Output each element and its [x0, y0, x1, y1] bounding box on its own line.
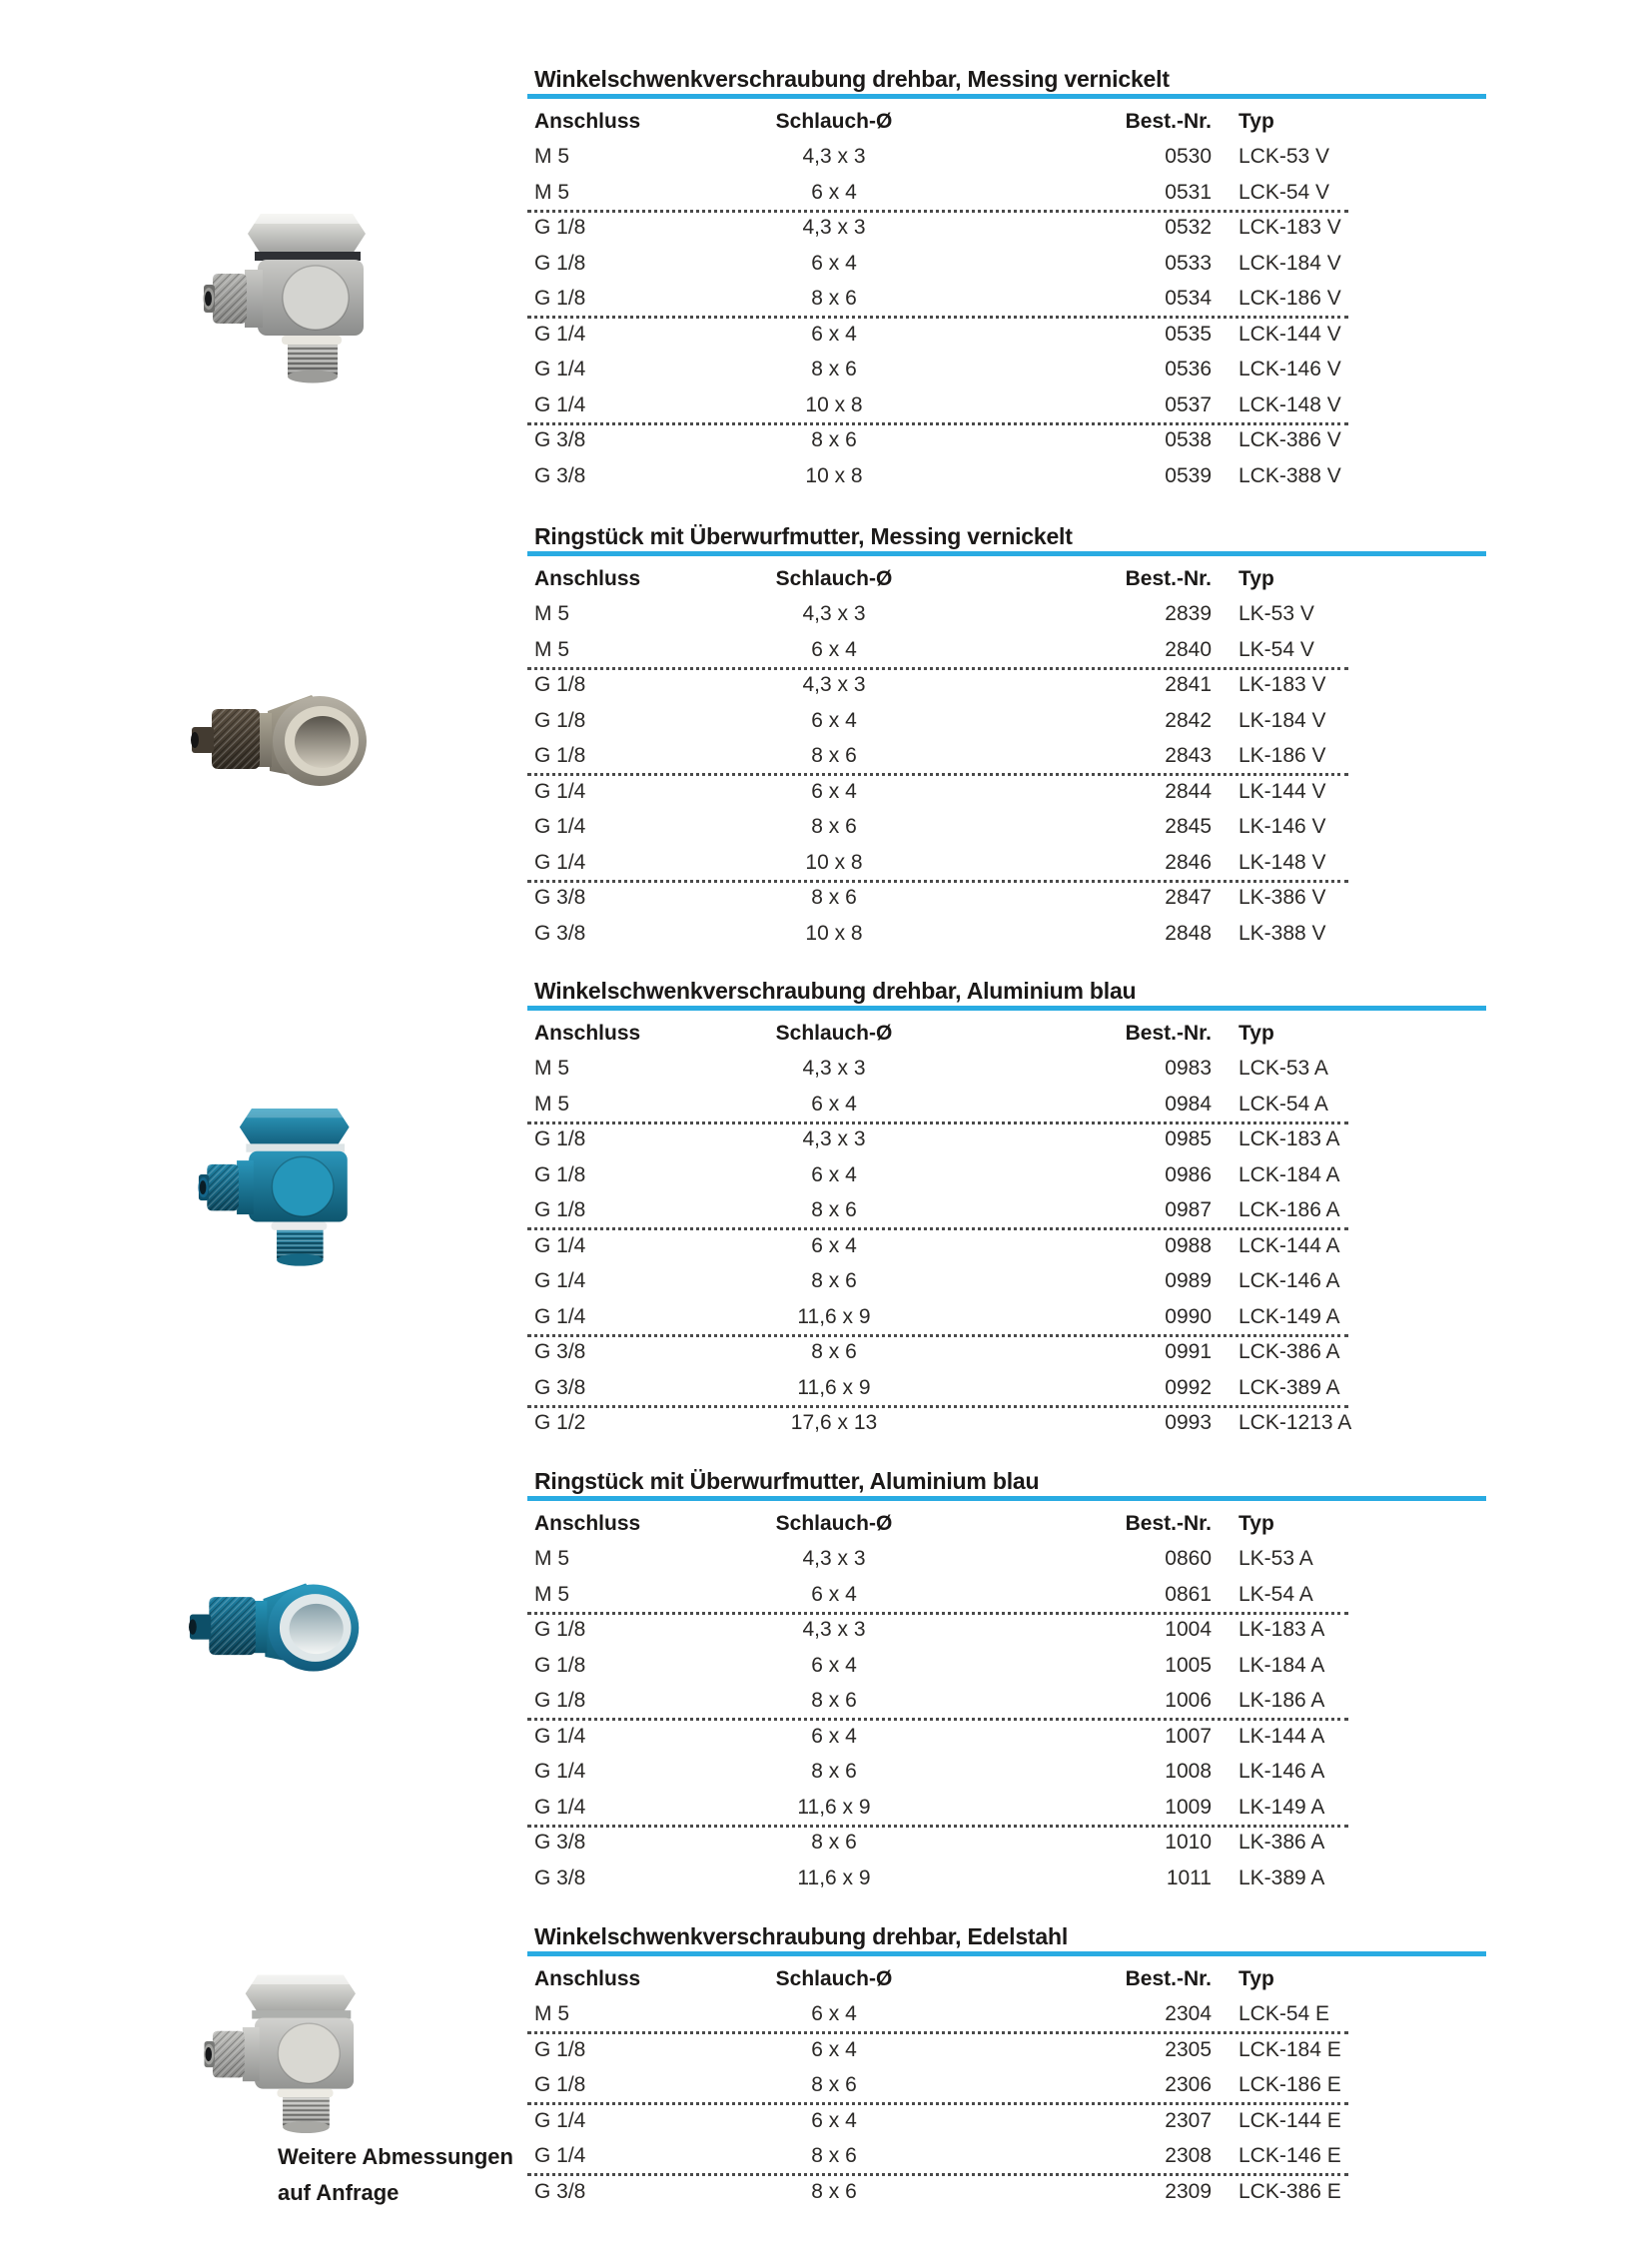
table-body [527, 1542, 1486, 1896]
table-row [527, 845, 1486, 881]
cell-typ: LK-183 V [1239, 673, 1326, 697]
table-row [527, 881, 1486, 917]
cell-schlauch: 4,3 x 3 [802, 602, 866, 626]
cell-bestnr: 1008 [1165, 1760, 1212, 1784]
header-typ: Typ [1239, 566, 1274, 590]
cell-schlauch: 8 x 6 [811, 1760, 857, 1784]
table-row [527, 423, 1486, 459]
header-bestnr: Best.-Nr. [1125, 1511, 1212, 1535]
table-section-alu-winkel [527, 976, 1486, 1441]
cell-bestnr: 2309 [1165, 2179, 1212, 2203]
cell-typ: LCK-386 E [1239, 2179, 1341, 2203]
table-body [527, 1052, 1486, 1442]
cell-typ: LCK-149 A [1239, 1304, 1340, 1328]
cell-anschluss: G 3/8 [534, 886, 586, 910]
table-section-alu-ring [527, 1466, 1486, 1896]
table-row [527, 1228, 1486, 1264]
cell-bestnr: 2308 [1165, 2144, 1212, 2168]
cell-bestnr: 1009 [1165, 1795, 1212, 1819]
header-typ: Typ [1239, 109, 1274, 133]
cell-bestnr: 0991 [1165, 1340, 1212, 1364]
cell-anschluss: G 1/4 [534, 1304, 586, 1328]
cell-bestnr: 0987 [1165, 1198, 1212, 1222]
table-row [527, 1542, 1486, 1578]
cell-schlauch: 6 x 4 [811, 1653, 857, 1677]
cell-anschluss: G 3/8 [534, 921, 586, 945]
cell-schlauch: 6 x 4 [811, 1724, 857, 1748]
cell-schlauch: 8 x 6 [811, 2179, 857, 2203]
table-row [527, 2032, 1486, 2068]
cell-anschluss: M 5 [534, 145, 570, 169]
cell-schlauch: 6 x 4 [811, 322, 857, 346]
header-schlauch: Schlauch-Ø [775, 1511, 893, 1535]
cell-anschluss: G 3/8 [534, 1831, 586, 1855]
cell-anschluss: G 1/4 [534, 1724, 586, 1748]
header-anschluss: Anschluss [534, 1511, 641, 1535]
header-schlauch: Schlauch-Ø [775, 1966, 893, 1990]
table-section-messing-ring [527, 521, 1486, 952]
header-anschluss: Anschluss [534, 1021, 641, 1045]
table-row [527, 2174, 1486, 2210]
cell-typ: LCK-186 E [1239, 2073, 1341, 2097]
cell-typ: LK-54 A [1239, 1582, 1313, 1606]
table-body [527, 597, 1486, 952]
cell-bestnr: 0988 [1165, 1233, 1212, 1257]
header-schlauch: Schlauch-Ø [775, 1021, 893, 1045]
table-row [527, 1755, 1486, 1791]
cell-schlauch: 6 x 4 [811, 637, 857, 661]
table-row [527, 1719, 1486, 1755]
cell-bestnr: 0535 [1165, 322, 1212, 346]
accent-rule [527, 1496, 1486, 1501]
cell-typ: LCK-389 A [1239, 1375, 1340, 1399]
cell-schlauch: 17,6 x 13 [790, 1411, 878, 1435]
product-photo-angle-fitting-blue [198, 1103, 358, 1274]
cell-schlauch: 10 x 8 [805, 921, 863, 945]
cell-bestnr: 0984 [1165, 1092, 1212, 1116]
header-bestnr: Best.-Nr. [1125, 566, 1212, 590]
cell-schlauch: 8 x 6 [811, 358, 857, 381]
cell-schlauch: 6 x 4 [811, 2037, 857, 2061]
table-body [527, 1997, 1486, 2210]
cell-bestnr: 2304 [1165, 2002, 1212, 2026]
table-section-messing-winkel [527, 64, 1486, 494]
cell-bestnr: 1006 [1165, 1689, 1212, 1713]
table-row [527, 1122, 1486, 1158]
table-row [527, 387, 1486, 423]
table-row [527, 739, 1486, 775]
header-schlauch: Schlauch-Ø [775, 109, 893, 133]
cell-schlauch: 4,3 x 3 [802, 216, 866, 240]
cell-bestnr: 0861 [1165, 1582, 1212, 1606]
table-row [527, 175, 1486, 211]
table-row [527, 1406, 1486, 1442]
header-typ: Typ [1239, 1966, 1274, 1990]
table-header-row [527, 1961, 1486, 1997]
table-row [527, 774, 1486, 810]
cell-bestnr: 1010 [1165, 1831, 1212, 1855]
cell-anschluss: M 5 [534, 1582, 570, 1606]
cell-bestnr: 2841 [1165, 673, 1212, 697]
cell-typ: LK-184 A [1239, 1653, 1325, 1677]
cell-schlauch: 10 x 8 [805, 392, 863, 416]
cell-bestnr: 1005 [1165, 1653, 1212, 1677]
table-title: Winkelschwenkverschraubung drehbar, Aluminium blau [534, 978, 1137, 1004]
table-header-row [527, 104, 1486, 140]
cell-schlauch: 10 x 8 [805, 850, 863, 874]
cell-schlauch: 6 x 4 [811, 1162, 857, 1186]
cell-bestnr: 0537 [1165, 392, 1212, 416]
table-row [527, 1157, 1486, 1193]
cell-bestnr: 0860 [1165, 1547, 1212, 1571]
cell-typ: LCK-183 A [1239, 1127, 1340, 1151]
cell-typ: LCK-53 A [1239, 1057, 1328, 1081]
ring-piece-nickel-illustration [190, 681, 376, 803]
cell-anschluss: G 1/8 [534, 1162, 586, 1186]
table-row [527, 1613, 1486, 1649]
product-photo-ring-piece-nickel [190, 681, 376, 803]
cell-schlauch: 8 x 6 [811, 886, 857, 910]
cell-schlauch: 8 x 6 [811, 1831, 857, 1855]
footnote-line2: auf Anfrage [278, 2180, 400, 2205]
header-anschluss: Anschluss [534, 566, 641, 590]
cell-bestnr: 0983 [1165, 1057, 1212, 1081]
table-row [527, 317, 1486, 353]
cell-schlauch: 4,3 x 3 [802, 673, 866, 697]
cell-typ: LCK-386 A [1239, 1340, 1340, 1364]
cell-bestnr: 0530 [1165, 145, 1212, 169]
table-row [527, 458, 1486, 494]
table-title: Ringstück mit Überwurfmutter, Aluminium blau [534, 1468, 1040, 1494]
cell-typ: LCK-386 V [1239, 428, 1341, 452]
table-row [527, 1684, 1486, 1720]
table-row [527, 703, 1486, 739]
cell-anschluss: M 5 [534, 1092, 570, 1116]
cell-anschluss: G 1/4 [534, 358, 586, 381]
cell-bestnr: 2305 [1165, 2037, 1212, 2061]
header-bestnr: Best.-Nr. [1125, 1021, 1212, 1045]
cell-anschluss: G 1/8 [534, 216, 586, 240]
cell-typ: LCK-146 A [1239, 1269, 1340, 1293]
cell-anschluss: G 1/4 [534, 1795, 586, 1819]
cell-schlauch: 11,6 x 9 [797, 1304, 871, 1328]
cell-typ: LCK-144 E [1239, 2108, 1341, 2132]
cell-schlauch: 6 x 4 [811, 180, 857, 204]
cell-bestnr: 0986 [1165, 1162, 1212, 1186]
cell-bestnr: 0532 [1165, 216, 1212, 240]
cell-bestnr: 0992 [1165, 1375, 1212, 1399]
table-row [527, 1997, 1486, 2033]
cell-bestnr: 0538 [1165, 428, 1212, 452]
cell-bestnr: 2846 [1165, 850, 1212, 874]
angle-fitting-nickel-illustration [203, 208, 375, 391]
cell-typ: LK-53 A [1239, 1547, 1313, 1571]
cell-schlauch: 6 x 4 [811, 251, 857, 275]
cell-bestnr: 0985 [1165, 1127, 1212, 1151]
cell-anschluss: G 1/2 [534, 1411, 586, 1435]
cell-bestnr: 0531 [1165, 180, 1212, 204]
table-row [527, 1193, 1486, 1229]
cell-typ: LK-53 V [1239, 602, 1314, 626]
cell-schlauch: 6 x 4 [811, 1233, 857, 1257]
cell-typ: LCK-54 V [1239, 180, 1330, 204]
cell-bestnr: 0990 [1165, 1304, 1212, 1328]
cell-anschluss: G 1/8 [534, 2073, 586, 2097]
cell-bestnr: 2844 [1165, 779, 1212, 803]
cell-anschluss: G 1/4 [534, 850, 586, 874]
cell-schlauch: 8 x 6 [811, 1269, 857, 1293]
cell-schlauch: 6 x 4 [811, 2002, 857, 2026]
cell-bestnr: 0993 [1165, 1411, 1212, 1435]
product-photo-angle-fitting-nickel [203, 208, 375, 391]
cell-schlauch: 8 x 6 [811, 428, 857, 452]
cell-schlauch: 8 x 6 [811, 287, 857, 311]
cell-typ: LK-183 A [1239, 1618, 1325, 1642]
table-title: Winkelschwenkverschraubung drehbar, Messing vernickelt [534, 66, 1170, 92]
cell-typ: LCK-184 E [1239, 2037, 1341, 2061]
cell-anschluss: M 5 [534, 1547, 570, 1571]
cell-typ: LK-186 V [1239, 744, 1326, 768]
table-row [527, 1790, 1486, 1826]
cell-bestnr: 2847 [1165, 886, 1212, 910]
cell-anschluss: G 3/8 [534, 2179, 586, 2203]
table-row [527, 1370, 1486, 1406]
table-row [527, 1299, 1486, 1335]
accent-rule [527, 94, 1486, 99]
table-row [527, 282, 1486, 318]
cell-typ: LCK-388 V [1239, 463, 1341, 487]
table-row [527, 668, 1486, 704]
cell-anschluss: G 1/4 [534, 815, 586, 839]
cell-typ: LCK-54 A [1239, 1092, 1328, 1116]
cell-bestnr: 2307 [1165, 2108, 1212, 2132]
cell-bestnr: 2843 [1165, 744, 1212, 768]
table-row [527, 1087, 1486, 1122]
cell-anschluss: G 3/8 [534, 1375, 586, 1399]
cell-anschluss: G 1/4 [534, 1760, 586, 1784]
cell-schlauch: 4,3 x 3 [802, 1618, 866, 1642]
table-row [527, 1052, 1486, 1088]
cell-anschluss: G 1/8 [534, 1653, 586, 1677]
cell-typ: LK-389 A [1239, 1866, 1325, 1889]
cell-anschluss: G 1/4 [534, 392, 586, 416]
cell-typ: LCK-53 V [1239, 145, 1330, 169]
cell-schlauch: 11,6 x 9 [797, 1866, 871, 1889]
cell-anschluss: G 1/8 [534, 744, 586, 768]
cell-bestnr: 2848 [1165, 921, 1212, 945]
table-row [527, 1826, 1486, 1862]
cell-typ: LK-386 V [1239, 886, 1326, 910]
cell-anschluss: M 5 [534, 637, 570, 661]
cell-bestnr: 1011 [1166, 1866, 1212, 1889]
cell-anschluss: G 3/8 [534, 1340, 586, 1364]
cell-schlauch: 4,3 x 3 [802, 145, 866, 169]
header-typ: Typ [1239, 1511, 1274, 1535]
cell-anschluss: G 1/4 [534, 322, 586, 346]
product-photo-ring-piece-blue [188, 1570, 368, 1688]
cell-anschluss: M 5 [534, 2002, 570, 2026]
cell-schlauch: 8 x 6 [811, 2144, 857, 2168]
header-bestnr: Best.-Nr. [1125, 109, 1212, 133]
cell-schlauch: 8 x 6 [811, 1198, 857, 1222]
table-row [527, 597, 1486, 633]
cell-anschluss: G 1/8 [534, 1127, 586, 1151]
cell-typ: LK-144 V [1239, 779, 1326, 803]
cell-bestnr: 2840 [1165, 637, 1212, 661]
cell-schlauch: 8 x 6 [811, 815, 857, 839]
header-anschluss: Anschluss [534, 1966, 641, 1990]
cell-bestnr: 0989 [1165, 1269, 1212, 1293]
table-header-row [527, 1016, 1486, 1052]
table-header-row [527, 1506, 1486, 1542]
cell-bestnr: 0534 [1165, 287, 1212, 311]
table-row [527, 2103, 1486, 2139]
table-body [527, 140, 1486, 494]
cell-anschluss: G 1/8 [534, 1198, 586, 1222]
cell-typ: LCK-184 V [1239, 251, 1341, 275]
cell-typ: LCK-148 V [1239, 392, 1341, 416]
cell-anschluss: G 1/8 [534, 287, 586, 311]
cell-typ: LK-186 A [1239, 1689, 1325, 1713]
cell-typ: LK-148 V [1239, 850, 1326, 874]
cell-anschluss: G 3/8 [534, 1866, 586, 1889]
cell-anschluss: G 3/8 [534, 428, 586, 452]
cell-typ: LCK-183 V [1239, 216, 1341, 240]
cell-anschluss: G 1/8 [534, 1689, 586, 1713]
table-row [527, 1861, 1486, 1896]
table-row [527, 1335, 1486, 1371]
cell-typ: LK-386 A [1239, 1831, 1325, 1855]
cell-bestnr: 1007 [1165, 1724, 1212, 1748]
cell-typ: LCK-144 A [1239, 1233, 1340, 1257]
table-row [527, 2139, 1486, 2175]
cell-anschluss: G 1/4 [534, 779, 586, 803]
cell-schlauch: 8 x 6 [811, 2073, 857, 2097]
cell-bestnr: 1004 [1165, 1618, 1212, 1642]
cell-typ: LK-146 V [1239, 815, 1326, 839]
cell-anschluss: G 1/8 [534, 673, 586, 697]
cell-typ: LCK-146 V [1239, 358, 1341, 381]
table-row [527, 140, 1486, 176]
header-anschluss: Anschluss [534, 109, 641, 133]
cell-typ: LCK-54 E [1239, 2002, 1330, 2026]
header-typ: Typ [1239, 1021, 1274, 1045]
cell-anschluss: G 1/8 [534, 708, 586, 732]
cell-typ: LCK-1213 A [1239, 1411, 1352, 1435]
cell-bestnr: 2839 [1165, 602, 1212, 626]
cell-anschluss: G 1/4 [534, 1269, 586, 1293]
accent-rule [527, 551, 1486, 556]
cell-schlauch: 8 x 6 [811, 1340, 857, 1364]
cell-bestnr: 2845 [1165, 815, 1212, 839]
cell-typ: LK-146 A [1239, 1760, 1325, 1784]
cell-bestnr: 2842 [1165, 708, 1212, 732]
cell-typ: LK-184 V [1239, 708, 1326, 732]
table-header-row [527, 561, 1486, 597]
cell-bestnr: 2306 [1165, 2073, 1212, 2097]
cell-schlauch: 11,6 x 9 [797, 1795, 871, 1819]
table-row [527, 1264, 1486, 1300]
table-row [527, 1577, 1486, 1613]
cell-schlauch: 6 x 4 [811, 779, 857, 803]
table-row [527, 353, 1486, 388]
cell-schlauch: 6 x 4 [811, 1582, 857, 1606]
cell-typ: LK-149 A [1239, 1795, 1325, 1819]
cell-schlauch: 6 x 4 [811, 1092, 857, 1116]
cell-typ: LK-388 V [1239, 921, 1326, 945]
cell-anschluss: M 5 [534, 180, 570, 204]
table-row [527, 916, 1486, 952]
cell-typ: LCK-144 V [1239, 322, 1341, 346]
cell-anschluss: G 3/8 [534, 463, 586, 487]
cell-bestnr: 0533 [1165, 251, 1212, 275]
cell-anschluss: G 1/8 [534, 1618, 586, 1642]
cell-anschluss: M 5 [534, 602, 570, 626]
header-bestnr: Best.-Nr. [1125, 1966, 1212, 1990]
cell-typ: LK-54 V [1239, 637, 1314, 661]
cell-anschluss: G 1/8 [534, 2037, 586, 2061]
table-row [527, 211, 1486, 247]
table-row [527, 2068, 1486, 2104]
table-row [527, 246, 1486, 282]
cell-typ: LK-144 A [1239, 1724, 1325, 1748]
cell-schlauch: 6 x 4 [811, 2108, 857, 2132]
cell-anschluss: M 5 [534, 1057, 570, 1081]
cell-bestnr: 0536 [1165, 358, 1212, 381]
accent-rule [527, 1951, 1486, 1956]
table-row [527, 632, 1486, 668]
footnote-line1: Weitere Abmessungen [278, 2144, 513, 2169]
cell-schlauch: 8 x 6 [811, 1689, 857, 1713]
table-row [527, 810, 1486, 846]
cell-schlauch: 11,6 x 9 [797, 1375, 871, 1399]
accent-rule [527, 1006, 1486, 1011]
cell-typ: LCK-186 V [1239, 287, 1341, 311]
angle-fitting-blue-illustration [198, 1103, 358, 1274]
cell-anschluss: G 1/4 [534, 1233, 586, 1257]
cell-anschluss: G 1/4 [534, 2108, 586, 2132]
cell-bestnr: 0539 [1165, 463, 1212, 487]
product-photo-angle-fitting-steel [196, 1969, 372, 2141]
cell-schlauch: 4,3 x 3 [802, 1057, 866, 1081]
cell-typ: LCK-184 A [1239, 1162, 1340, 1186]
angle-fitting-steel-illustration [196, 1969, 372, 2141]
cell-anschluss: G 1/8 [534, 251, 586, 275]
table-title: Ringstück mit Überwurfmutter, Messing vernickelt [534, 523, 1073, 549]
cell-schlauch: 6 x 4 [811, 708, 857, 732]
cell-anschluss: G 1/4 [534, 2144, 586, 2168]
cell-typ: LCK-186 A [1239, 1198, 1340, 1222]
cell-schlauch: 10 x 8 [805, 463, 863, 487]
cell-schlauch: 8 x 6 [811, 744, 857, 768]
table-section-edelstahl-winkel [527, 1921, 1486, 2210]
cell-schlauch: 4,3 x 3 [802, 1127, 866, 1151]
cell-typ: LCK-146 E [1239, 2144, 1341, 2168]
table-row [527, 1648, 1486, 1684]
footnote [278, 2139, 513, 2211]
cell-schlauch: 4,3 x 3 [802, 1547, 866, 1571]
table-title: Winkelschwenkverschraubung drehbar, Edelstahl [534, 1923, 1069, 1949]
header-schlauch: Schlauch-Ø [775, 566, 893, 590]
ring-piece-blue-illustration [188, 1570, 368, 1688]
